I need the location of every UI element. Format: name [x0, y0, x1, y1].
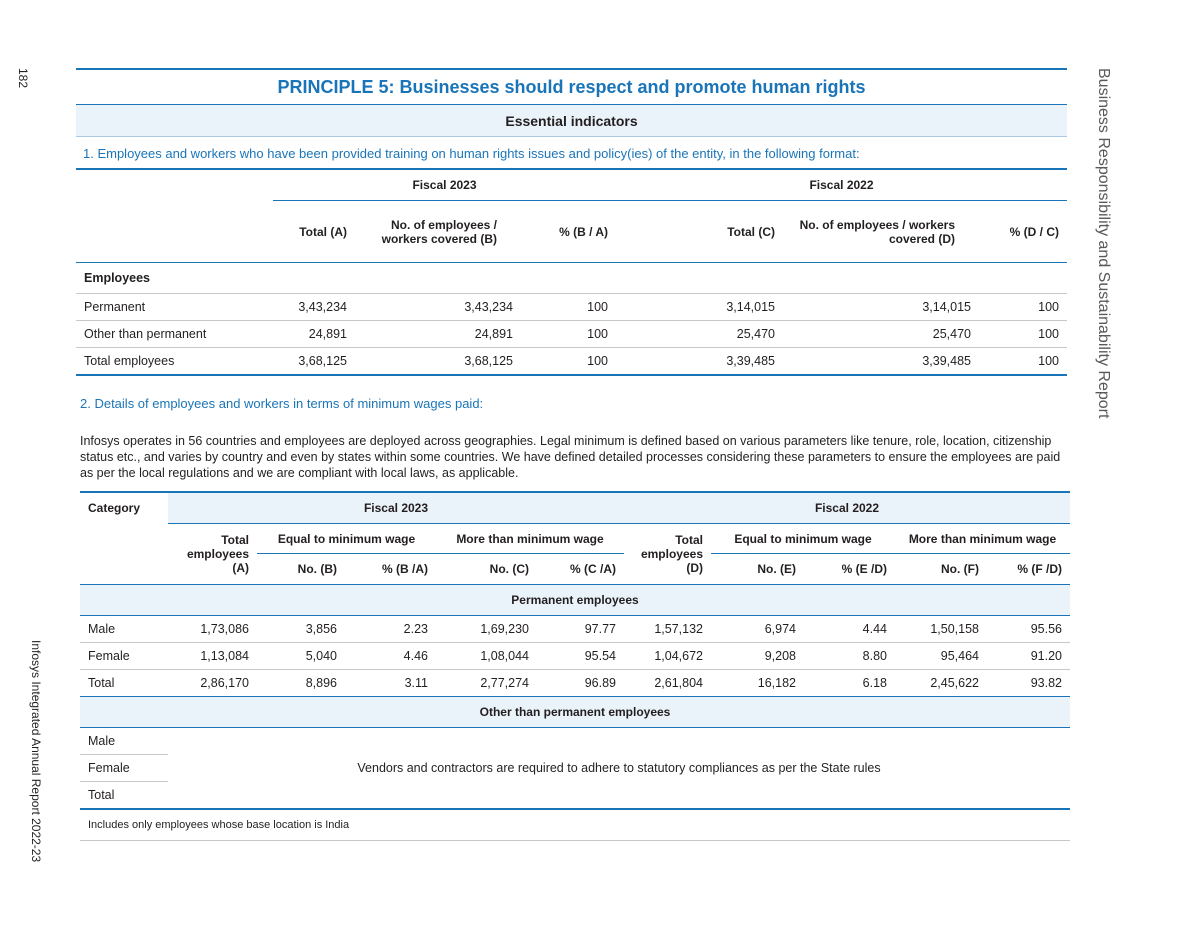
principle-title: PRINCIPLE 5: Businesses should respect and promote human rights — [76, 68, 1067, 105]
more-min-wage-header: More than minimum wage — [436, 524, 624, 554]
page-number: 182 — [16, 68, 30, 89]
row-label: Female — [80, 755, 168, 782]
cell: 100 — [979, 321, 1067, 348]
cell: 8.80 — [804, 643, 895, 670]
cell: 3,43,234 — [355, 294, 521, 321]
cell: 16,182 — [711, 670, 804, 697]
equal-min-wage-header: Equal to minimum wage — [257, 524, 436, 554]
other-section-label: Other than permanent employees — [80, 697, 1070, 728]
table-row — [80, 670, 1070, 697]
cell: 6,974 — [711, 616, 804, 643]
fiscal-2023-header: Fiscal 2023 — [168, 492, 624, 524]
employees-group-label: Employees — [76, 263, 1067, 294]
section-side-title: Business Responsibility and Sustainability Report — [1095, 68, 1112, 419]
cell: 2,45,622 — [895, 670, 987, 697]
col-header: No. of employees / workers covered (B) — [355, 201, 521, 263]
cell: 25,470 — [616, 321, 783, 348]
sub-header: % (C /A) — [537, 554, 624, 585]
sub-header: No. (C) — [436, 554, 537, 585]
cell: 2,86,170 — [168, 670, 257, 697]
report-side-title: Infosys Integrated Annual Report 2022-23 — [29, 640, 43, 863]
cell: 1,57,132 — [624, 616, 711, 643]
cell: 100 — [521, 321, 616, 348]
cell: 3.11 — [345, 670, 436, 697]
cell: 3,43,234 — [273, 294, 355, 321]
question-2-title: 2. Details of employees and workers in terms of minimum wages paid: — [80, 396, 484, 411]
cell: 100 — [979, 348, 1067, 376]
cell: 4.46 — [345, 643, 436, 670]
minimum-wage-table — [80, 491, 1070, 841]
row-label: Permanent — [76, 294, 273, 321]
cell: 96.89 — [537, 670, 624, 697]
cell: 1,73,086 — [168, 616, 257, 643]
cell: 100 — [521, 294, 616, 321]
cell: 1,08,044 — [436, 643, 537, 670]
col-header: No. of employees / workers covered (D) — [783, 201, 979, 263]
cell: 5,040 — [257, 643, 345, 670]
col-header: % (D / C) — [979, 201, 1067, 263]
table-row — [76, 321, 1067, 348]
minimum-wage-paragraph: Infosys operates in 56 countries and employees are deployed across geographies. Legal minimum is defined based on various parameters like tenure, role, location, citizenship status etc., and varies by country and even by states within some countries. We have defined detailed processes considering these parameters to ensure the employees are paid as per the local regulations and we are compliant with local laws, as applicable. — [80, 434, 1061, 480]
page-content — [76, 68, 1067, 841]
cell: 1,04,672 — [624, 643, 711, 670]
sub-header: No. (B) — [257, 554, 345, 585]
total-employees-d-header: Total employees (D) — [624, 524, 711, 585]
category-header: Category — [80, 492, 168, 585]
cell: 2,77,274 — [436, 670, 537, 697]
cell: 95,464 — [895, 643, 987, 670]
sub-header: No. (F) — [895, 554, 987, 585]
cell: 3,68,125 — [355, 348, 521, 376]
table-row — [76, 294, 1067, 321]
cell: 91.20 — [987, 643, 1070, 670]
cell: 3,856 — [257, 616, 345, 643]
fiscal-2023-header: Fiscal 2023 — [273, 170, 616, 201]
row-label: Male — [80, 616, 168, 643]
table-row — [80, 643, 1070, 670]
sub-header: % (B /A) — [345, 554, 436, 585]
cell: 100 — [521, 348, 616, 376]
training-table — [76, 170, 1067, 376]
cell: 93.82 — [987, 670, 1070, 697]
cell: 9,208 — [711, 643, 804, 670]
row-label: Total — [80, 782, 168, 810]
cell: 24,891 — [273, 321, 355, 348]
cell: 2.23 — [345, 616, 436, 643]
sub-header: % (F /D) — [987, 554, 1070, 585]
cell: 3,14,015 — [616, 294, 783, 321]
cell: 1,69,230 — [436, 616, 537, 643]
cell: 3,39,485 — [616, 348, 783, 376]
footnote: Includes only employees whose base location is India — [80, 809, 1070, 841]
col-header: Total (C) — [616, 201, 783, 263]
fiscal-2022-header: Fiscal 2022 — [616, 170, 1067, 201]
cell: 6.18 — [804, 670, 895, 697]
cell: 24,891 — [355, 321, 521, 348]
more-min-wage-header: More than minimum wage — [895, 524, 1070, 554]
row-label: Male — [80, 728, 168, 755]
row-label: Female — [80, 643, 168, 670]
row-label: Total — [80, 670, 168, 697]
fiscal-2022-header: Fiscal 2022 — [624, 492, 1070, 524]
table-row — [76, 348, 1067, 376]
row-label: Other than permanent — [76, 321, 273, 348]
other-employees-note: Vendors and contractors are required to adhere to statutory compliances as per the State rules — [168, 728, 1070, 810]
cell: 4.44 — [804, 616, 895, 643]
equal-min-wage-header: Equal to minimum wage — [711, 524, 895, 554]
cell: 100 — [979, 294, 1067, 321]
cell: 97.77 — [537, 616, 624, 643]
total-employees-a-header: Total employees (A) — [168, 524, 257, 585]
cell: 8,896 — [257, 670, 345, 697]
essential-indicators-heading: Essential indicators — [76, 105, 1067, 137]
cell: 95.54 — [537, 643, 624, 670]
cell: 1,13,084 — [168, 643, 257, 670]
cell: 25,470 — [783, 321, 979, 348]
col-header: Total (A) — [273, 201, 355, 263]
row-label: Total employees — [76, 348, 273, 376]
table-row — [80, 616, 1070, 643]
table-row — [80, 728, 1070, 755]
cell: 2,61,804 — [624, 670, 711, 697]
question-1-title: 1. Employees and workers who have been provided training on human rights issues and policy(ies) of the entity, in the following format: — [76, 137, 1067, 170]
cell: 95.56 — [987, 616, 1070, 643]
cell: 3,14,015 — [783, 294, 979, 321]
sub-header: No. (E) — [711, 554, 804, 585]
cell: 3,39,485 — [783, 348, 979, 376]
sub-header: % (E /D) — [804, 554, 895, 585]
permanent-section-label: Permanent employees — [80, 585, 1070, 616]
col-header: % (B / A) — [521, 201, 616, 263]
cell: 3,68,125 — [273, 348, 355, 376]
cell: 1,50,158 — [895, 616, 987, 643]
